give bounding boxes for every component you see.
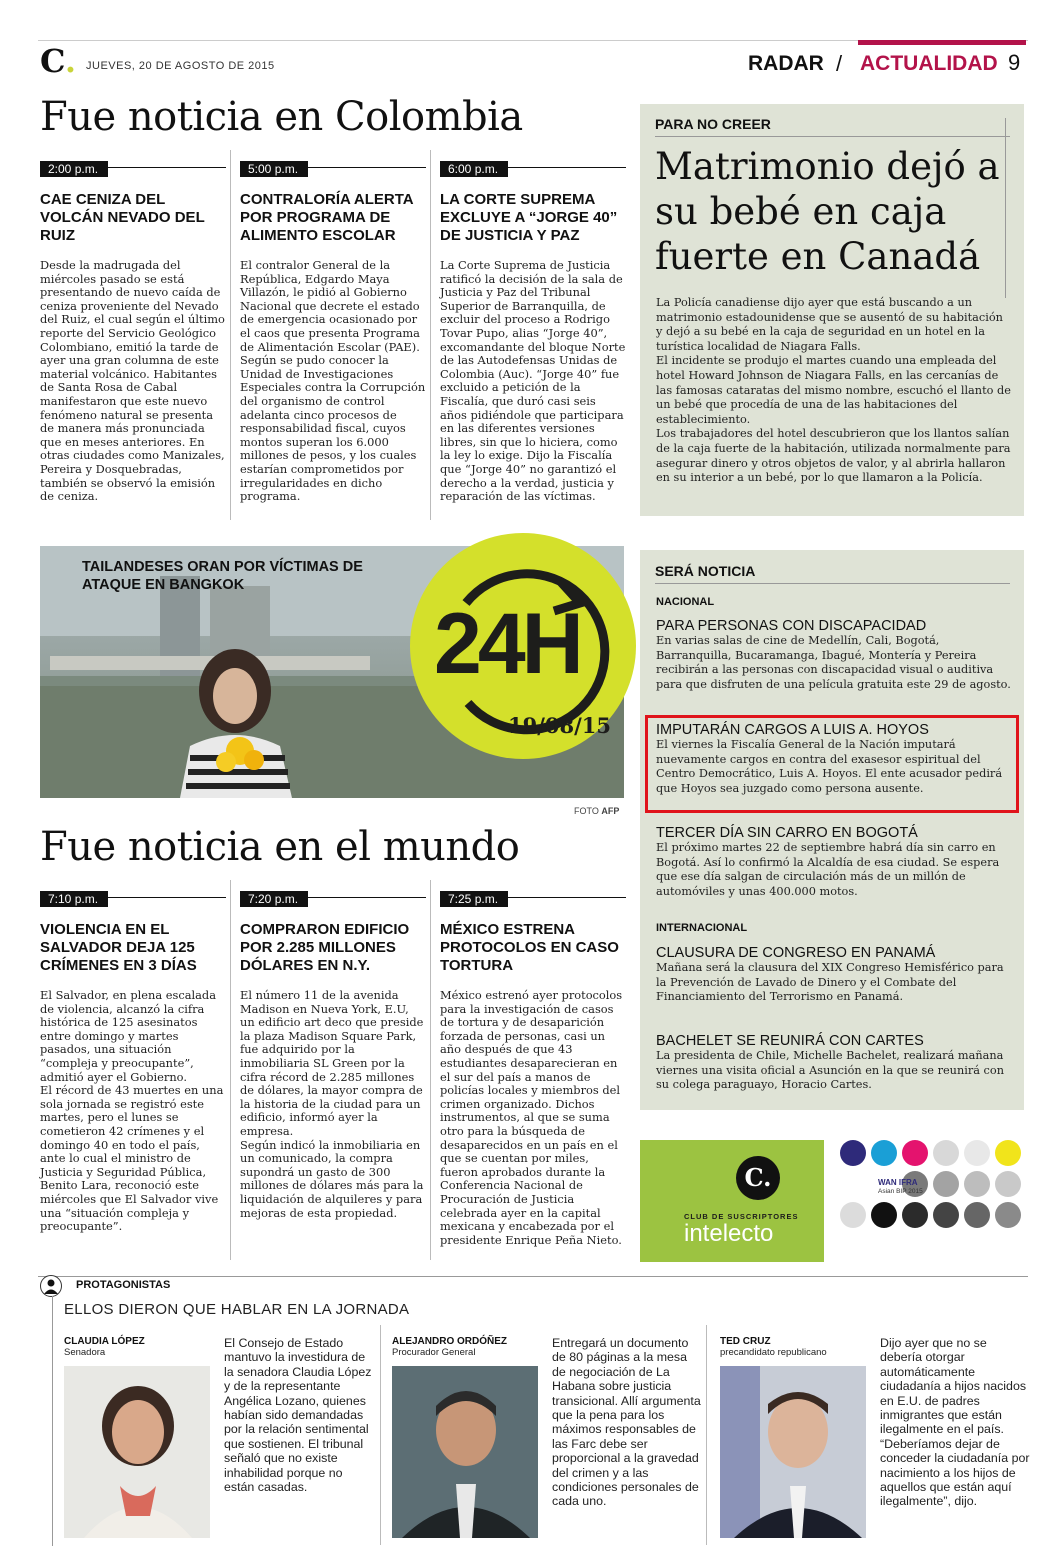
colombia-heading: Fue noticia en Colombia [40,94,523,140]
time-badge: 2:00 p.m. [40,161,108,177]
protagonistas-subtitle: ELLOS DIERON QUE HABLAR EN LA JORNADA [64,1301,410,1318]
person-name: TED CRUZ [720,1336,771,1347]
article-title: MÉXICO ESTRENA PROTOCOLOS EN CASO TORTURA [440,921,619,974]
wan-ifra-logo: WAN IFRA [878,1178,918,1187]
divider [38,1276,1028,1277]
mundo-article-1 [40,888,226,1234]
photo-credit: FOTO AFP [574,806,620,816]
column-divider [230,880,231,1260]
person-quote: Dijo ayer que no se debería otorgar automáticamente ciudadanía a hijos nacidos en E.U. de padres inmigrantes que están ilegalmente en el país. “Deberíamos dejar de conceder la ciudadanía por nacimiento a los hijos de aquellos que están aquí ilegalmente”, dijo. [880,1336,1030,1509]
club-label: CLUB DE SUSCRIPTORES [684,1212,799,1221]
color-swatch [933,1171,959,1197]
time-badge: 7:10 p.m. [40,891,108,907]
time-badge: 7:25 p.m. [440,891,508,907]
article-body: La Corte Suprema de Justicia ratificó la decisión de la sala de Justicia y Paz del Tribunal Superior de Barranquilla, de excluir del proceso a Rodrigo Tovar Pupo, alias “Jorge 40”, excomandante del bloque Norte de las Autodefensas Unidas de Colombia (Auc). “Jorge 40” fue excluido a petición de la Fiscalía, que duró casi seis años pidiéndole que participara en las diferentes versiones libres, sin que lo hiciera, como la ley lo exige. Dijo la Fiscalía que “Jorge 40” no garantizó el derecho a la verdad, justicia y reparación de las víctimas. [440,258,626,504]
protagonist-1 [64,1336,214,1358]
internacional-label: INTERNACIONAL [656,922,748,934]
para-no-creer-title: Matrimonio dejó a su bebé en caja fuerte en Canadá [655,145,1000,278]
article-body: México estrenó ayer protocolos para la investigación de casos de tortura y de desaparición forzada de personas, casi un año después de que 43 estudiantes desaparecieran en el sur del país a manos de policías locales y miembros del crimen organizado. Dichos instrumentos, al que se suma otro para la búsqueda de desaparecidos en un país en el que se cuentan por miles, fueron aprobados durante la Conferencia Nacional de Procuración de Justicia celebrada ayer en la capital mexicana y encabezada por el presidente Enrique Peña Nieto. [440,988,623,1247]
wan-ifra-subtitle: Asian BIP 2015 [878,1188,923,1195]
person-role: Procurador General [392,1347,476,1358]
divider [655,583,1010,584]
sera-noticia-item [656,945,1011,1005]
section-accent-bar [858,40,1026,45]
divider [52,1296,53,1546]
person-quote: Entregará un documento de 80 páginas a la mesa de negociación de La Habana sobre justicia transicional. Allí argumenta que la pena para los máximos responsables de las Farc debe ser proporcional a la gravedad del crimen y a las condiciones personales de cada uno. [552,1336,701,1509]
item-title: PARA PERSONAS CON DISCAPACIDAD [656,618,927,634]
column-divider [430,880,431,1260]
para-no-creer-body: La Policía canadiense dijo ayer que está buscando a un matrimonio estadounidense que se ausentó de su habitación y dejó a su bebé en la caja de seguridad en un hotel en la turística localidad de Niagara Falls. El incidente se produjo el martes cuando una empleada del hotel Howard Johnson de Niagara Falls, en las cercanías de las famosas cataratas del mismo nombre, escuchó el llanto de un bebé que procedía de una de las habitaciones del establecimiento. Los trabajadores del hotel descubrieron que los llantos salían de la caja fuerte de la habitación, utilizada normalmente para asegurar dinero y otros objetos de valor, y al abrirla hallaron en su interior a un bebé, por lo que llamaron a la Policía. [656,296,1011,485]
nacional-label: NACIONAL [656,596,715,608]
person-name: CLAUDIA LÓPEZ [64,1336,145,1347]
item-body: El próximo martes 22 de septiembre habrá día sin carro en Bogotá. Así lo confirmó la Alcaldía de esa ciudad. Se espera que ese día salgan de circulación más de un millón de automóviles y unas 400.000 motos. [656,841,1000,898]
portrait-alejandro-ordonez [392,1366,538,1538]
person-icon [40,1275,62,1297]
item-title: CLAUSURA DE CONGRESO EN PANAMÁ [656,945,936,961]
time-badge: 6:00 p.m. [440,161,508,177]
portrait-claudia-lopez [64,1366,210,1538]
mundo-article-2 [240,888,426,1220]
column-divider [706,1325,707,1545]
colombia-article-3 [440,158,626,504]
sera-noticia-label: SERÁ NOTICIA [655,563,756,579]
article-title: COMPRARON EDIFICIO POR 2.285 MILLONES DÓLARES EN N.Y. [240,921,410,974]
time-badge: 5:00 p.m. [240,161,308,177]
item-body: El viernes la Fiscalía General de la Nación imputará nuevamente cargos en contra del exasesor espiritual del Centro Democrático, Luis A. Hoyos. El ente acusador pedirá que Hoyos sea juzgado como persona ausente. [656,738,1003,795]
column-divider [380,1325,381,1545]
person-name: ALEJANDRO ORDÓÑEZ [392,1336,508,1347]
portrait-ted-cruz [720,1366,866,1538]
color-swatch [840,1140,866,1166]
color-swatch [902,1202,928,1228]
page-number: 9 [1008,50,1021,75]
colombia-article-1 [40,158,226,504]
24h-date: 19/08/15 [508,713,612,738]
article-title: CONTRALORÍA ALERTA POR PROGRAMA DE ALIMENTO ESCOLAR [240,191,414,244]
mundo-article-3 [440,888,626,1247]
colombia-article-2 [240,158,426,504]
divider [1005,118,1006,298]
club-brand: intelecto [684,1220,774,1247]
color-swatch [871,1202,897,1228]
color-swatch [871,1140,897,1166]
section-name: RADAR [748,52,824,75]
sera-noticia-item [656,825,1011,899]
divider [655,136,1010,137]
item-body: La presidenta de Chile, Michelle Bachelet, realizará mañana viernes una visita oficial a Asunción en la que se reunirá con su colega paraguayo, Horacio Cartes. [656,1049,1004,1092]
24h-badge [410,533,636,759]
person-quote: El Consejo de Estado mantuvo la investidura de la senadora Claudia López y de la representante Angélica Lozano, quienes habían sido demandadas por la relación sentimental que sostienen. El tribunal señaló que no existe inhabilidad porque no están casadas. [224,1336,372,1495]
mundo-heading: Fue noticia en el mundo [40,824,520,870]
sera-noticia-item [656,618,1011,692]
color-swatch [964,1171,990,1197]
para-no-creer-label: PARA NO CREER [655,116,771,132]
item-title: BACHELET SE REUNIRÁ CON CARTES [656,1033,924,1049]
item-body: En varias salas de cine de Medellín, Cali, Bogotá, Barranquilla, Bucaramanga, Ibagué, Montería y Pereira recibirán a las personas con discapacidad visual o auditiva para que disfruten de una película gratuita este 29 de agosto. [656,634,1011,691]
protagonist-2 [392,1336,542,1358]
item-body: Mañana será la clausura del XIX Congreso Hemisférico para la Prevención de Lavado de Dinero y el Combate del Financiamiento del Terrorismo en Panamá. [656,961,1004,1004]
issue-date: JUEVES, 20 DE AGOSTO DE 2015 [86,60,275,72]
newspaper-logo[interactable]: C. [40,42,77,80]
color-swatch [995,1140,1021,1166]
article-body: El contralor General de la República, Edgardo Maya Villazón, le pidió al Gobierno Nacional que decrete el estado de emergencia ocasionado por el caos que presenta Programa de Alimentación Escolar (PAE). Según se pudo conocer la Unidad de Investigaciones Especiales contra la Corrupción del organismo de control adelanta cinco procesos de responsabilidad fiscal, cuyos montos superan los 6.000 millones de pesos, y los cuales estarían comprometidos por irregularidades en dicho programa. [240,258,426,504]
subscribers-club-ad[interactable] [640,1140,824,1262]
article-title: CAE CENIZA DEL VOLCÁN NEVADO DEL RUIZ [40,191,205,244]
article-body: El Salvador, en plena escalada de violencia, alcanzó la cifra histórica de 125 asesinatos entre domingo y martes pasados, una situación “compleja y preocupante”, admitió ayer el Gobierno. El récord de 43 muertes en una sola jornada se registró este martes, pero el lunes se cometieron 42 crímenes y el domingo 40 en todo el país, ante lo cual el ministro de Justicia y Seguridad Pública, Benito Lara, reconoció este miércoles que El Salvador vive una “situación compleja y preocupante”. [40,988,224,1234]
column-divider [430,150,431,520]
person-role: Senadora [64,1347,106,1358]
color-swatch [933,1202,959,1228]
item-title: TERCER DÍA SIN CARRO EN BOGOTÁ [656,825,918,841]
subsection-name: ACTUALIDAD [860,52,998,75]
print-color-swatches [840,1140,1026,1262]
section-separator: / [836,51,843,76]
24h-label: 24H [434,596,580,692]
color-swatch [995,1171,1021,1197]
sera-noticia-item [656,722,1011,796]
article-title: LA CORTE SUPREMA EXCLUYE A “JORGE 40” DE JUSTICIA Y PAZ [440,191,618,244]
article-body: Desde la madrugada del miércoles pasado se está presentando de nuevo caída de ceniza proveniente del Nevado del Ruiz, el cual según el último reporte del Servicio Geológico Colombiano, emitió la tarde de ayer una gran columna de este material volcánico. Habitantes de Santa Rosa de Cabal manifestaron que este nuevo fenómeno natural se presenta de manera más pronunciada que en meses anteriores. En otras ciudades como Manizales, Pereira y Dosquebradas, también se observó la emisión de ceniza. [40,258,225,504]
person-role: precandidato republicano [720,1347,827,1358]
color-swatch [995,1202,1021,1228]
club-logo: C. [736,1156,780,1200]
item-title: IMPUTARÁN CARGOS A LUIS A. HOYOS [656,722,929,738]
protagonist-3 [720,1336,870,1358]
protagonistas-label: PROTAGONISTAS [76,1279,171,1291]
article-body: El número 11 de la avenida Madison en Nueva York, E.U, un edificio art deco que preside la plaza Madison Square Park, fue adquirido por la inmobiliaria SL Green por la cifra récord de 2.285 millones de dólares, la mayor compra de la historia de la ciudad para un edificio, informó ayer la empresa. Según indicó la inmobiliaria en un comunicado, la compra supondrá un gasto de 300 millones de dólares más para la liquidación de alquileres y para mejoras de esta propiedad. [240,988,424,1220]
color-swatch [933,1140,959,1166]
color-swatch [964,1140,990,1166]
color-swatch [840,1202,866,1228]
sera-noticia-item [656,1033,1011,1093]
color-swatch [902,1140,928,1166]
time-badge: 7:20 p.m. [240,891,308,907]
color-swatch [964,1202,990,1228]
photo-caption: TAILANDESES ORAN POR VÍCTIMAS DE ATAQUE EN BANGKOK [82,559,363,593]
column-divider [230,150,231,520]
article-title: VIOLENCIA EN EL SALVADOR DEJA 125 CRÍMENES EN 3 DÍAS [40,921,197,974]
